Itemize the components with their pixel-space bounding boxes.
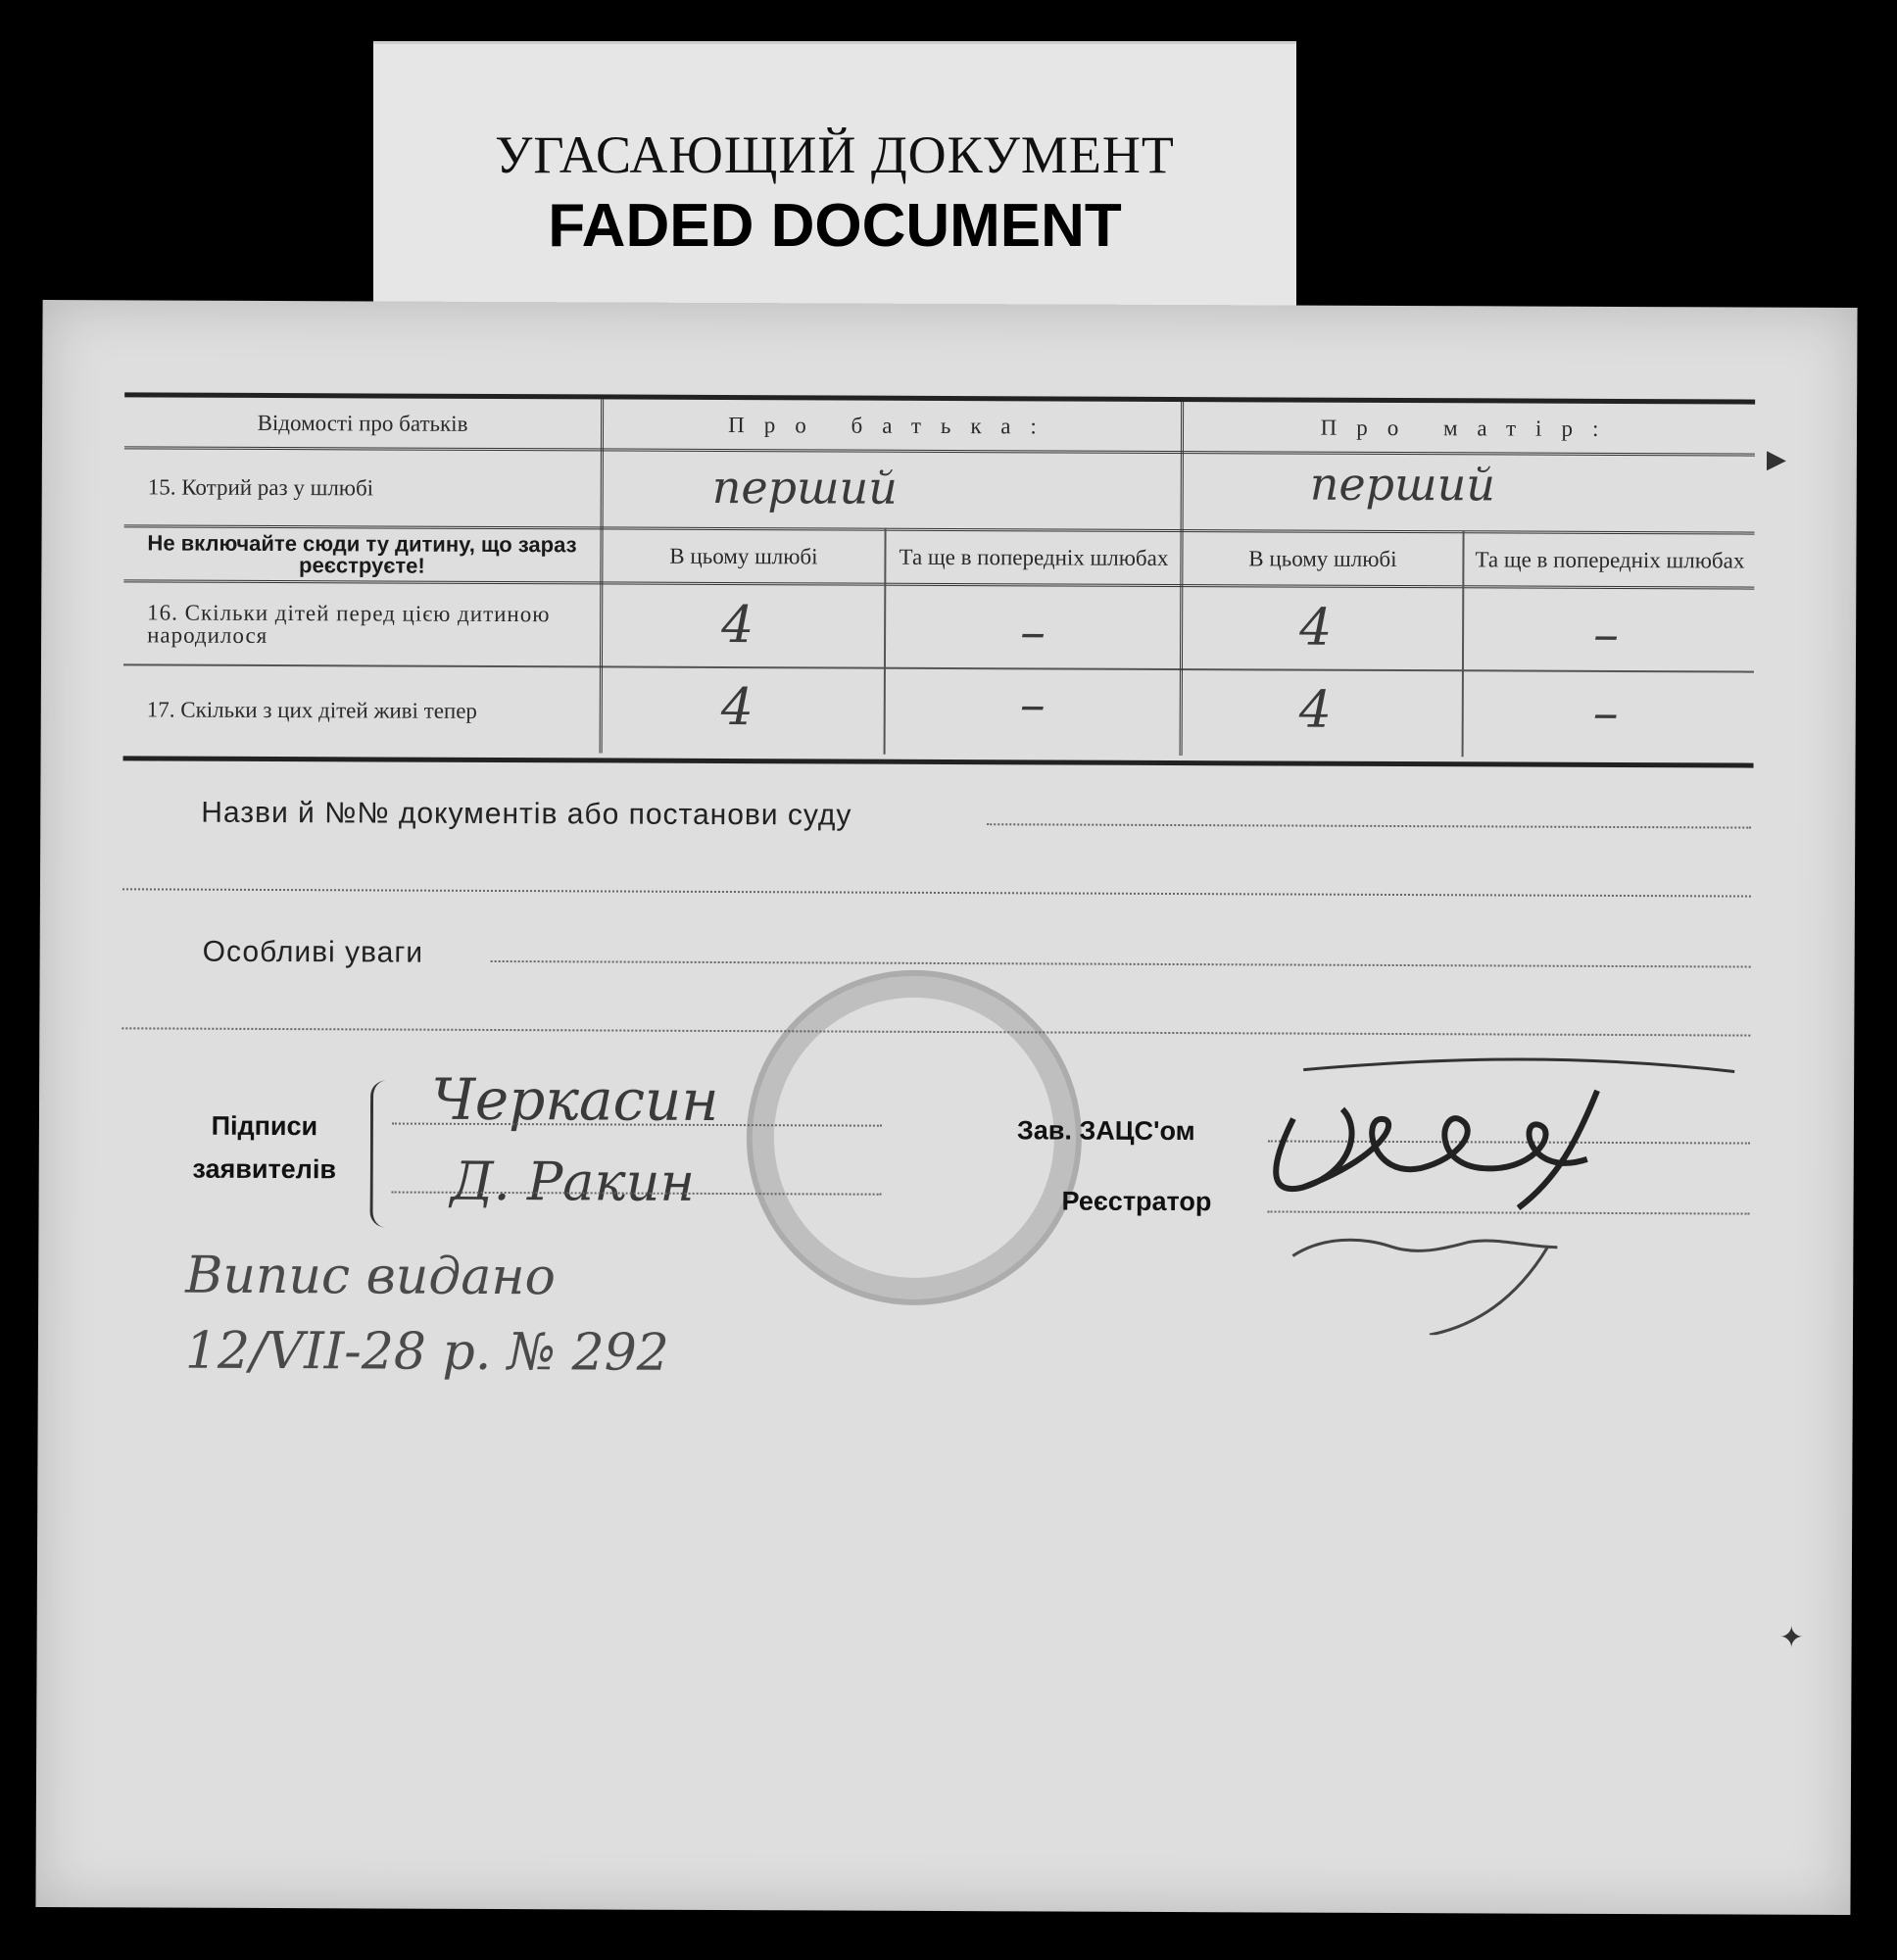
signatures-label: Підписи заявителів xyxy=(192,1110,337,1185)
documents-label: Назви й №№ документів або постанови суду xyxy=(201,796,852,832)
head-label: Зав. ЗАЦС'ом xyxy=(1016,1115,1195,1147)
label-english: FADED DOCUMENT xyxy=(548,192,1122,260)
official-signatures-drawing xyxy=(1263,1010,1774,1336)
row16-father-prev: – xyxy=(1019,603,1046,662)
subheader-father-prev: Та ще в попередніх шлюбах xyxy=(899,544,1169,570)
row17-father-prev: – xyxy=(1019,675,1046,735)
label-russian: УГАСАЮЩИЙ ДОКУМЕНТ xyxy=(495,125,1175,184)
row15-label: 15. Котрий раз у шлюбі xyxy=(147,474,374,501)
row17-mother-this: 4 xyxy=(1298,680,1332,740)
margin-triangle-mark: ▸ xyxy=(1766,435,1787,480)
faded-document-label xyxy=(373,41,1296,317)
row16-mother-prev: – xyxy=(1592,605,1620,664)
handwritten-note-line1: Випис видано xyxy=(185,1246,556,1307)
handwritten-note-line2: 12/VII-28 р. № 292 xyxy=(184,1321,669,1383)
remarks-label: Особливі уваги xyxy=(202,935,424,969)
subheader-father-this: В цьому шлюбі xyxy=(669,543,818,569)
row17-father-this: 4 xyxy=(720,677,754,738)
subheader-note: Не включайте сюди ту дитину, що зараз реєструєте! xyxy=(147,529,577,578)
registrar-label: Реєстратор xyxy=(1061,1186,1212,1217)
row17-label: 17. Скільки з цих дітей живі тепер xyxy=(146,696,478,723)
row16-father-this: 4 xyxy=(721,595,754,656)
remarks-dotted-line xyxy=(491,960,1751,968)
parents-info-table xyxy=(123,392,1756,767)
signature-2: Д. Ракин xyxy=(450,1150,696,1213)
row16-label: 16. Скільки дітей перед цією дитиною народилося xyxy=(147,599,551,648)
header-parents-info: Відомості про батьків xyxy=(257,410,468,436)
documents-dotted-line xyxy=(987,823,1751,828)
row17-mother-prev: – xyxy=(1592,683,1619,743)
document-sheet xyxy=(35,300,1857,1915)
header-mother: Про матір: xyxy=(1320,415,1619,441)
row15-mother-value: перший xyxy=(1309,457,1496,512)
subheader-mother-prev: Та ще в попередніх шлюбах xyxy=(1475,547,1745,573)
signature-1: Черкасин xyxy=(430,1065,719,1134)
row15-father-value: перший xyxy=(711,460,899,514)
margin-star-mark: ✦ xyxy=(1778,1621,1804,1654)
row16-mother-this: 4 xyxy=(1299,598,1333,658)
signatures-bracket xyxy=(369,1080,393,1227)
subheader-mother-this: В цьому шлюбі xyxy=(1248,546,1397,571)
documents-dotted-line-2 xyxy=(122,888,1751,897)
header-father: Про батька: xyxy=(728,412,1056,438)
